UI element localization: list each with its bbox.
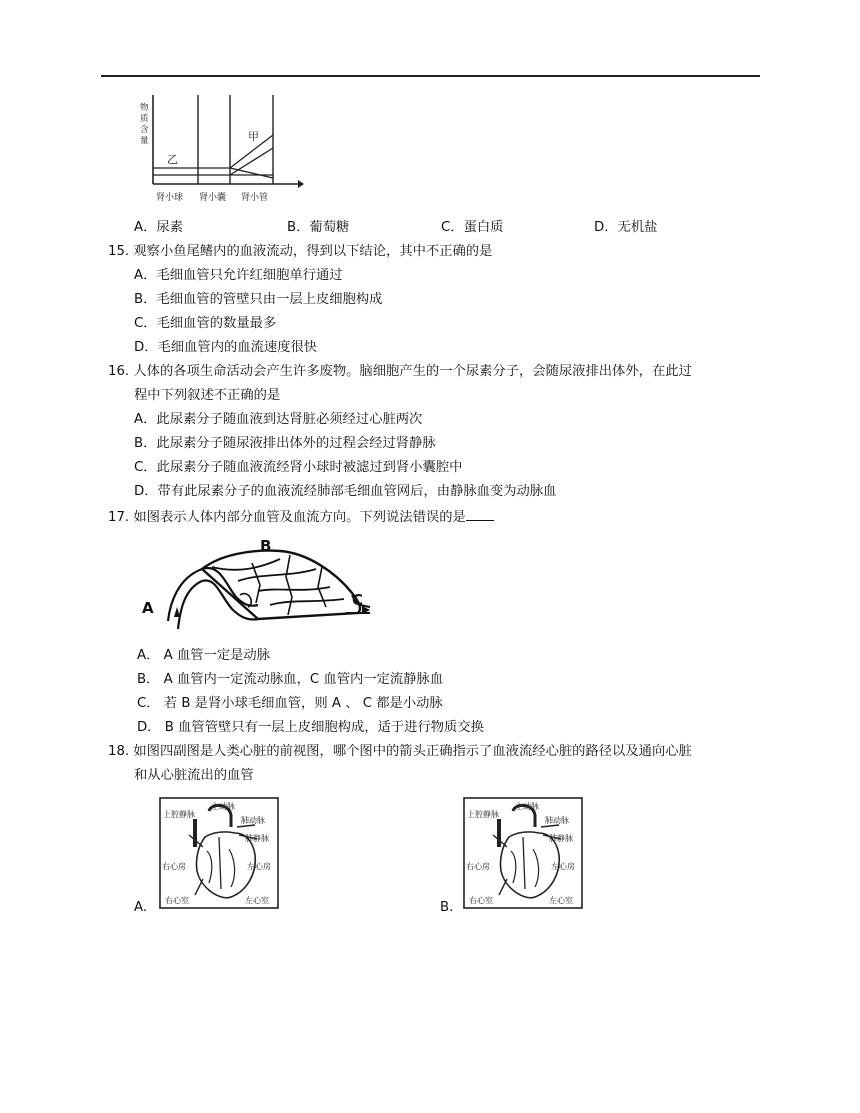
q16-stem-line2: 程中下列叙述不正确的是 [134,388,281,403]
chart-ylabel-2: 质 [140,114,149,124]
chart-xlabel-tubule: 肾小管 [241,193,269,203]
q17-stem: 17. 如图表示人体内部分血管及血流方向。下列说法错误的是 [108,510,466,525]
fig-label-a: A [142,599,154,617]
heart-diagram-a [159,797,279,909]
heart-a-pv: 肺静脉 [245,834,269,843]
chart-series-jia: 甲 [248,130,259,143]
heart-b-pv: 肺静脉 [549,834,573,843]
q17-stem-wrap [108,507,494,527]
heart-b-aorta: 主动脉 [515,802,539,811]
heart-b-ra: 右心房 [466,862,490,871]
q16-option-d: D．带有此尿素分子的血液流经肺部毛细血管网后，由静脉血变为动脉血 [134,484,557,499]
q15-stem: 15. 观察小鱼尾鳍内的血液流动，得到以下结论，其中不正确的是 [108,244,493,259]
q14-option-b: B．葡萄糖 [287,220,350,235]
q16-option-a: A．此尿素分子随血液到达肾脏必须经过心脏两次 [134,412,423,427]
q17-option-d: D． B 血管管壁只有一层上皮细胞构成，适于进行物质交换 [137,720,484,735]
chart-axes [153,95,304,188]
heart-a-pa: 肺动脉 [241,816,265,825]
q15-option-a: A．毛细血管只允许红细胞单行通过 [134,268,343,283]
heart-a-lv: 左心室 [245,896,269,905]
chart-xlabel-glomerulus: 肾小球 [156,193,184,203]
fig-label-c: C [352,591,364,609]
chart-series-yi: 乙 [167,153,178,166]
q16-option-b: B．此尿素分子随尿液排出体外的过程会经过肾静脉 [134,436,436,451]
chart-xlabel-capsule: 肾小囊 [199,193,227,203]
kidney-substance-chart [138,90,304,208]
q16-option-c: C．此尿素分子随血液流经肾小球时被滤过到肾小囊腔中 [134,460,463,475]
chart-ylabel-4: 量 [140,136,149,146]
q17-option-b: B． A 血管内一定流动脉血，C 血管内一定流静脉血 [137,672,444,687]
q16-stem-line1: 16. 人体的各项生命活动会产生许多废物。脑细胞产生的一个尿素分子，会随尿液排出体外，在此过 [108,364,692,379]
heart-a-rv: 右心室 [165,896,189,905]
q18-stem-line2: 和从心脏流出的血管 [134,768,254,783]
q14-option-d: D．无机盐 [594,220,658,235]
heart-a-ra: 右心房 [162,862,186,871]
heart-b-rv: 右心室 [469,896,493,905]
q15-option-d: D．毛细血管内的血流速度很快 [134,340,318,355]
q14-option-a: A．尿素 [134,220,183,235]
fig-label-b: B [260,537,272,555]
q15-option-c: C．毛细血管的数量最多 [134,316,277,331]
q18-option-b: B. [440,900,454,915]
chart-ylabel-3: 含 [140,125,149,135]
q18-option-a: A. [134,900,148,915]
q17-option-c: C． 若 B 是肾小球毛细血管，则 A 、 C 都是小动脉 [137,696,443,711]
header-rule [101,75,760,77]
q18-stem-line1: 18. 如图四副图是人类心脏的前视图，哪个图中的箭头正确指示了血液流经心脏的路径以及通向心脏 [108,744,692,759]
heart-b-lv: 左心室 [549,896,573,905]
heart-b-la: 左心房 [551,862,575,871]
q17-option-a: A． A 血管一定是动脉 [137,648,271,663]
heart-a-svc: 上腔静脉 [163,810,195,819]
heart-a-la: 左心房 [247,862,271,871]
heart-b-svc: 上腔静脉 [467,810,499,819]
q15-option-b: B．毛细血管的管壁只由一层上皮细胞构成 [134,292,383,307]
q14-option-c: C．蛋白质 [441,220,504,235]
blood-vessel-diagram [140,533,380,643]
chart-ylabel-1: 物 [140,103,149,113]
heart-diagram-b [463,797,583,909]
answer-blank [466,507,494,521]
heart-a-aorta: 主动脉 [211,802,235,811]
heart-b-pa: 肺动脉 [545,816,569,825]
